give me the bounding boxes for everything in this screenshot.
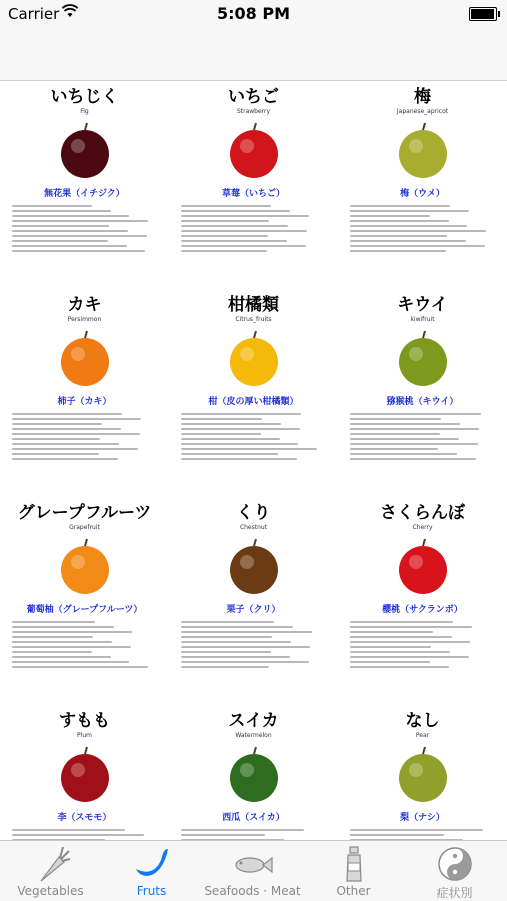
fruit-description: [0, 199, 169, 252]
fruit-english-name: Citrus_fruits: [235, 316, 272, 323]
carrot-icon: [31, 845, 71, 883]
fruit-english-name: Persimmon: [67, 316, 102, 323]
fruit-title: いちじく: [50, 87, 119, 107]
fruit-title: スイカ: [228, 711, 279, 731]
fruit-grid[interactable]: [0, 80, 507, 840]
fruit-japanese-name: 柿子（カキ）: [57, 397, 112, 407]
battery-icon: [469, 7, 497, 21]
fruit-card[interactable]: [0, 496, 169, 704]
fruit-image: [219, 744, 289, 808]
fruit-card[interactable]: [169, 80, 338, 288]
fruit-description: [338, 407, 507, 460]
tab-seafoods-meat[interactable]: [202, 841, 303, 901]
fruit-description: [169, 407, 338, 460]
fruit-image: [219, 536, 289, 600]
fruit-title: 梅: [414, 87, 431, 107]
fruit-japanese-name: 梅（ウメ）: [400, 189, 445, 199]
fruit-image: [50, 536, 120, 600]
fruit-japanese-name: 櫻桃（サクランボ）: [382, 605, 463, 615]
fruit-card[interactable]: [169, 288, 338, 496]
fruit-title: カキ: [67, 295, 102, 315]
fruit-japanese-name: 李（スモモ）: [57, 813, 112, 823]
fruit-english-name: Strawberry: [236, 108, 271, 115]
fruit-title: キウイ: [397, 295, 448, 315]
tab-label: Vegetables: [17, 884, 84, 898]
fruit-description: [169, 823, 338, 840]
fruit-japanese-name: 梨（ナシ）: [400, 813, 445, 823]
fruit-image: [388, 536, 458, 600]
fruit-title: なし: [405, 711, 440, 731]
fruit-card[interactable]: [338, 288, 507, 496]
tab-vegetables[interactable]: [0, 841, 101, 901]
tab-other[interactable]: [303, 841, 404, 901]
fruit-image: [50, 744, 120, 808]
fish-icon: [233, 845, 273, 883]
fruit-image: [50, 328, 120, 392]
fruit-image: [388, 744, 458, 808]
fruit-japanese-name: 西瓜（スイカ）: [222, 813, 285, 823]
tab-label: 症状別: [436, 886, 473, 900]
tab-label: Other: [336, 884, 371, 898]
fruit-title: 柑橘類: [228, 295, 279, 315]
yin-yang-icon: [435, 845, 475, 883]
fruit-title: グレープフルーツ: [17, 503, 152, 523]
carrier-label: Carrier: [8, 5, 60, 23]
fruit-title: すもも: [59, 711, 110, 731]
fruit-japanese-name: 無花果（イチジク）: [44, 189, 125, 199]
fruit-description: [0, 823, 169, 840]
fruit-japanese-name: 草莓（いちご）: [221, 189, 285, 199]
fruit-description: [338, 615, 507, 668]
fruit-english-name: Japanese_apricot: [396, 108, 449, 115]
fruit-card[interactable]: [0, 80, 169, 288]
fruit-english-name: Watermelon: [235, 732, 272, 739]
fruit-image: [388, 328, 458, 392]
fruit-image: [50, 120, 120, 184]
fruit-description: [169, 615, 338, 668]
fruit-japanese-name: 柑（皮の厚い柑橘類）: [208, 397, 299, 407]
tab-symptoms[interactable]: [404, 841, 505, 901]
fruit-description: [0, 615, 169, 668]
fruit-description: [169, 199, 338, 252]
bottle-icon: [334, 845, 374, 883]
fruit-description: [338, 199, 507, 252]
fruit-image: [388, 120, 458, 184]
clock: 5:08 PM: [216, 4, 290, 23]
tab-label: Fruts: [136, 884, 167, 898]
fruit-english-name: Chestnut: [239, 524, 268, 531]
tab-label: Seafoods · Meat: [204, 884, 301, 898]
fruit-card[interactable]: [169, 704, 338, 840]
fruit-title: さくらんぼ: [380, 503, 465, 523]
fruit-english-name: kiwifruit: [410, 316, 435, 323]
tab-bar: [0, 840, 507, 901]
fruit-english-name: Grapefruit: [69, 524, 100, 531]
navigation-bar: [0, 28, 507, 81]
fruit-card[interactable]: [338, 496, 507, 704]
fruit-card[interactable]: [338, 704, 507, 840]
fruit-card[interactable]: [338, 80, 507, 288]
fruit-card[interactable]: [0, 704, 169, 840]
tab-fruits[interactable]: [101, 841, 202, 901]
fruit-card[interactable]: [0, 288, 169, 496]
fruit-english-name: Pear: [415, 732, 430, 739]
fruit-english-name: Cherry: [412, 524, 433, 531]
fruit-english-name: Fig: [80, 108, 89, 115]
status-bar: [0, 0, 507, 28]
fruit-japanese-name: 猕猴桃（キウイ）: [386, 397, 459, 407]
fruit-description: [338, 823, 507, 840]
fruit-title: いちご: [228, 87, 279, 107]
fruit-title: くり: [236, 503, 271, 523]
fruit-image: [219, 120, 289, 184]
fruit-card[interactable]: [169, 496, 338, 704]
fruit-japanese-name: 葡萄柚（グレープフルーツ）: [26, 605, 143, 615]
fruit-image: [219, 328, 289, 392]
banana-icon: [132, 845, 172, 883]
fruit-english-name: Plum: [77, 732, 92, 739]
fruit-description: [0, 407, 169, 460]
fruit-japanese-name: 栗子（クリ）: [226, 605, 281, 615]
